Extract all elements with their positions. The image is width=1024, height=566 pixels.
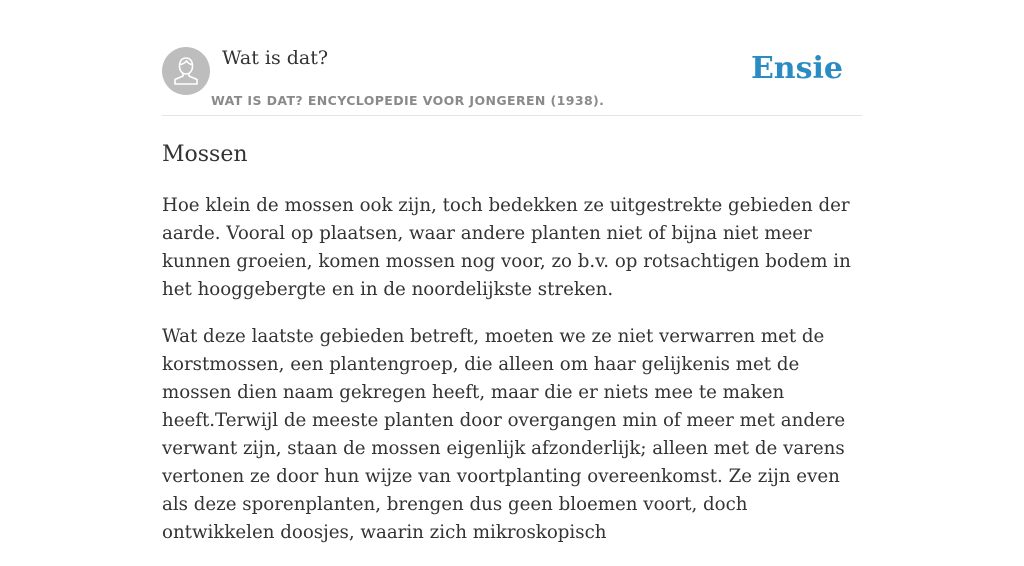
source-title[interactable]: Wat is dat? <box>222 47 329 69</box>
source-header <box>162 46 862 116</box>
brand-logo[interactable]: Ensie <box>750 51 843 86</box>
article-paragraph: Hoe klein de mossen ook zijn, toch bedekken ze uitgestrekte gebieden der aarde. Vooral op plaatsen, waar andere planten niet of bijna niet meer kunnen groeien, komen mossen nog voor, zo b.v. op rotsachtigen bodem in het hooggebergte en in de noordelijkste streken. <box>162 195 851 300</box>
article-body <box>162 192 864 566</box>
article-paragraph: Wat deze laatste gebieden betreft, moeten we ze niet verwarren met de korstmossen, een plantengroep, die alleen om haar gelijkenis met de mossen dien naam gekregen heeft, maar die er niets mee te maken heeft.Terwijl de meeste planten door overgangen min of meer met andere verwant zijn, staan de mossen eigenlijk afzonderlijk; alleen met de varens vertonen ze door hun wijze van voortplanting overeenkomst. Ze zijn even als deze sporenplanten, brengen dus geen bloemen voort, doch ontwikkelen doosjes, waarin zich mikroskopisch <box>162 326 846 543</box>
source-subtitle-link[interactable]: WAT IS DAT? ENCYCLOPEDIE VOOR JONGEREN (1938). <box>211 93 605 108</box>
user-icon <box>162 47 210 95</box>
article-title: Mossen <box>162 142 248 167</box>
